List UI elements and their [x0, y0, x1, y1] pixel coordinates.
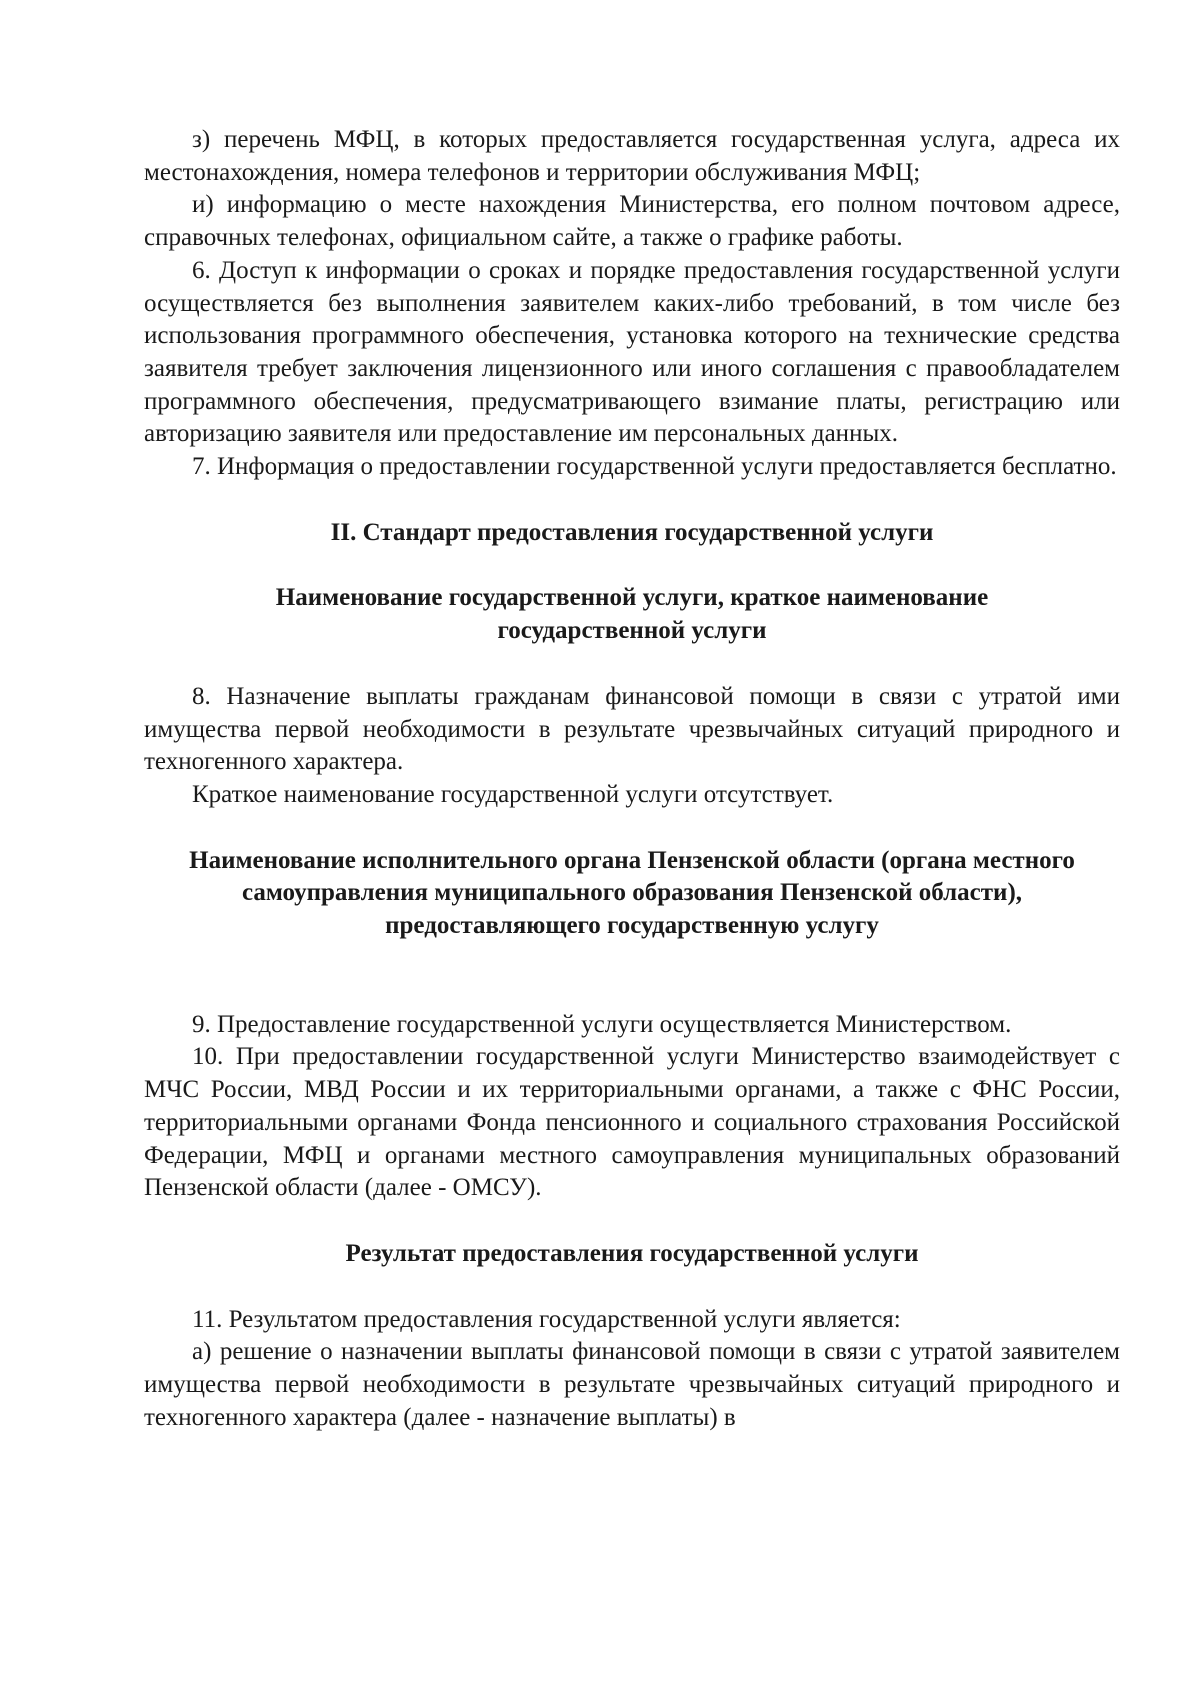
- heading-providing-organ: Наименование исполнительного органа Пензенской области (органа местного самоуправления муниципального образования Пензенской области), предоставляющего государственную услугу: [189, 846, 1075, 940]
- document-body: [144, 124, 1120, 1435]
- heading-service-result: Результат предоставления государственной услуги: [345, 1239, 919, 1267]
- paragraph-item-i: и) информацию о месте нахождения Министерства, его полном почтовом адресе, справочных телефонах, официальном сайте, а также о графике работы.: [144, 191, 1120, 252]
- paragraph-10: 10. При предоставлении государственной услуги Министерство взаимодействует с МЧС России, МВД России и их территориальными органами, а также с ФНС России, территориальными органами Фонда пенсионного и социального страхования Российской Федерации, МФЦ и органами местного самоуправления муниципальных образований Пензенской области (далее - ОМСУ).: [144, 1043, 1120, 1202]
- section-heading: II. Стандарт предоставления государственной услуги: [330, 518, 934, 546]
- paragraph-7: 7. Информация о предоставлении государственной услуги предоставляется бесплатно.: [192, 453, 1117, 481]
- paragraph-6: 6. Доступ к информации о сроках и порядке предоставления государственной услуги осуществляется без выполнения заявителем каких-либо требований, в том числе без использования программного обеспечения, установка которого на технические средства заявителя требует заключения лицензионного или иного соглашения с правообладателем программного обеспечения, предусматривающего взимание платы, регистрацию или авторизацию заявителя или предоставление им персональных данных.: [144, 256, 1120, 448]
- paragraph-9: 9. Предоставление государственной услуги осуществляется Министерством.: [192, 1010, 1012, 1038]
- heading-service-name: Наименование государственной услуги, краткое наименование государственной услуги: [275, 584, 989, 645]
- paragraph-item-a: а) решение о назначении выплаты финансовой помощи в связи с утратой заявителем имущества первой необходимости в результате чрезвычайных ситуаций природного и техногенного характера (далее - назначение выплаты) в: [144, 1338, 1120, 1431]
- paragraph-short-name: Краткое наименование государственной услуги отсутствует.: [192, 780, 834, 808]
- paragraph-item-z: з) перечень МФЦ, в которых предоставляется государственная услуга, адреса их местонахождения, номера телефонов и территории обслуживания МФЦ;: [144, 126, 1120, 186]
- paragraph-8: 8. Назначение выплаты гражданам финансовой помощи в связи с утратой ими имущества первой необходимости в результате чрезвычайных ситуаций природного и техногенного характера.: [144, 682, 1120, 776]
- paragraph-11: 11. Результатом предоставления государственной услуги является:: [192, 1305, 901, 1333]
